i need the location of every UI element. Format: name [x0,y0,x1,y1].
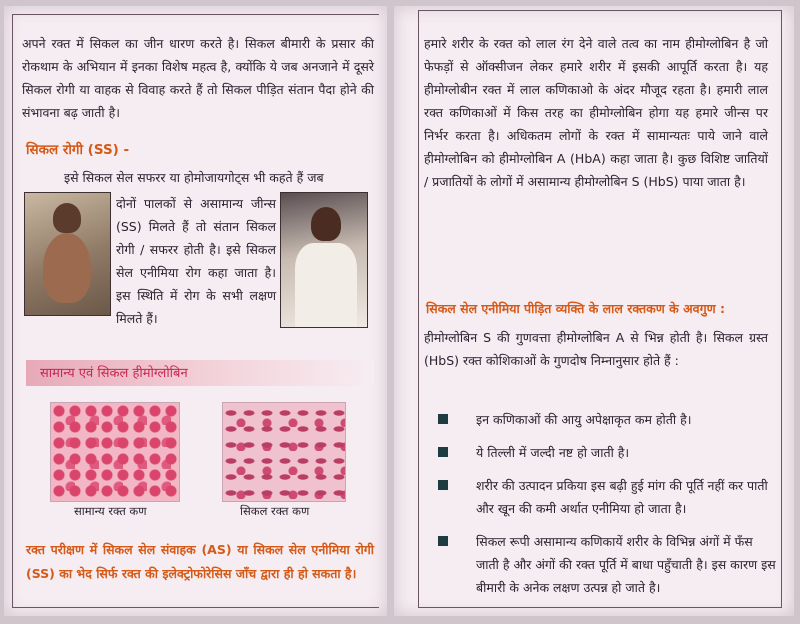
list-item: सिकल रूपी असामान्य कणिकायें शरीर के विभिन्न अंगों में फँस जाती है और अंगों की रक्त पूर्ति में बाधा पहुँचाती है। इस कारण इस बीमारी के अनेक लक्षण उत्पन्न हो जाते है। [438,530,778,599]
band-title: सामान्य एवं सिकल हीमोग्लोबिन [40,366,188,381]
defects-list [438,408,778,609]
sickle-blood-cells-image [222,402,346,502]
sickle-patient-intro: इसे सिकल सेल सफरर या होमोजायगोट्स भी कहते हैं जब [64,170,324,185]
electrophoresis-note: रक्त परीक्षण में सिकल सेल संवाहक (AS) या सिकल सेल एनीमिया रोगी (SS) का भेद सिर्फ रक्त की इलेक्ट्रोफोरेसिस जॉंच द्वारा ही हो सकता है। [26,542,374,581]
sickle-patient-description: दोनों पालकों से असामान्य जीन्स (SS) मिलते हैं तो संतान सिकल रोगी / सफरर होती है। इसे सिकल सेल एनीमिया रोग कहा जाता है। इस स्थिति में रोग के सभी लक्षण मिलते हैं। [116,196,276,326]
defects-intro: हीमोग्लोबिन S की गुणवत्ता हीमोग्लोबिन A से भिन्न होती है। सिकल ग्रस्त (HbS) रक्त कोशिकाओं के गुणदोष निम्नानुसार होते हैं : [424,330,768,368]
list-item: शरीर की उत्पादन प्रकिया इस बढ़ी हुई मांग की पूर्ति नहीं कर पाती और खून की कमी अर्थात एनीमिया हो जाता है। [438,474,778,520]
right-page [394,6,794,616]
section-band [26,360,374,386]
intro-paragraph: अपने रक्त में सिकल का जीन धारण करते है। सिकल बीमारी के प्रसार की रोकथाम के अभियान में इनका विशेष महत्व है, क्योंकि ये जब अनजाने में दूसरे सिकल रोगी या वाहक से विवाह करते हैं तो सिकल पीड़ित संतान पैदा होने की संभावना बढ़ जाती है। [22,36,374,120]
bullet-square-icon [438,414,448,424]
normal-blood-cells-image [50,402,180,502]
normal-cells-caption: सामान्य रक्त कण [74,504,147,518]
child-photo-boy [24,192,111,316]
list-item: ये तिल्ली में जल्दी नष्ट हो जाती है। [438,441,778,464]
bullet-square-icon [438,536,448,546]
bullet-square-icon [438,480,448,490]
bullet-square-icon [438,447,448,457]
defects-heading: सिकल सेल एनीमिया पीड़ित व्यक्ति के लाल रक्तकण के अवगुण : [426,301,726,316]
child-photo-girl [280,192,368,328]
hemoglobin-paragraph: हमारे शरीर के रक्त को लाल रंग देने वाले तत्व का नाम हीमोग्लोबिन है जो फेफड़ों से ऑक्सीजन लेकर हमारे शरीर में इसकी आपूर्ति करता है। यह हीमोग्लोबीन रक्त में लाल कणिकाओ के अंदर मौजूद रहता है। हमारी लाल रक्त कणिकाओं में किस तरह का हीमोग्लोबिन होगा यह हमारे जीन्स पर निर्भर करता है। अधिकतम लोगों के रक्त में सामान्यतः पाये जाने वाले हीमोग्लोबिन को हीमोग्लोबिन A (HbA) कहा जाता है। कुछ विशिष्ट जातियों / प्रजातियों के लोगों में असामान्य हीमोग्लोबिन S (HbS) पाया जाता है। [424,36,768,189]
sickle-cells-caption: सिकल रक्त कण [240,504,310,518]
sickle-patient-heading: सिकल रोगी (SS) - [26,142,130,158]
left-page [4,6,387,616]
list-item: इन कणिकाओं की आयु अपेक्षाकृत कम होती है। [438,408,778,431]
